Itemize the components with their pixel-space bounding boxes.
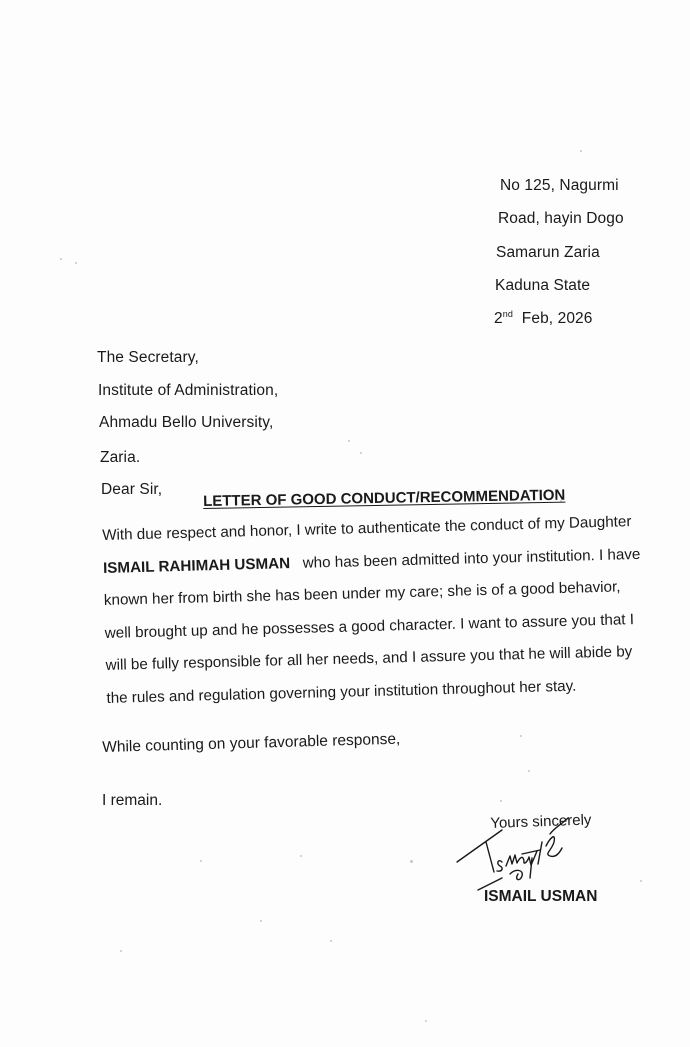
address-line-4: Kaduna State [495, 277, 591, 294]
signature-block [470, 810, 650, 910]
recipient-line-1: The Secretary, [97, 349, 199, 366]
signature-stroke-8 [538, 842, 542, 864]
remain-line: I remain. [102, 792, 163, 809]
date-rest: Feb, 2026 [521, 310, 593, 327]
body-line-1: With due respect and honor, I write to authenticate the conduct of my Daughter [102, 513, 632, 544]
recipient-line-2: Institute of Administration, [98, 382, 279, 399]
letter-body [102, 513, 647, 722]
valediction: Yours sincerely [490, 811, 592, 832]
address-line-2: Road, hayin Dogo [498, 210, 624, 227]
signature-stroke-9 [546, 837, 562, 857]
date-suffix: nd [502, 308, 513, 319]
body-line-2-rest: who has been admitted into your institution. I have [302, 545, 641, 572]
salutation: Dear Sir, [101, 481, 163, 498]
address-line-1: No 125, Nagurmi [500, 177, 619, 194]
body-line-5: will be fully responsible for all her needs, and I assure you that he will abide by [105, 643, 633, 674]
recipient-line-3: Ahmadu Bello University, [99, 414, 274, 431]
date-day: 2 [494, 310, 503, 327]
address-line-3: Samarun Zaria [496, 244, 600, 261]
body-line-6: the rules and regulation governing your institution throughout her stay. [106, 677, 577, 707]
signature-stroke-1 [457, 830, 502, 862]
letter-date [494, 308, 593, 327]
signature-stroke-10 [550, 818, 568, 834]
student-name: ISMAIL RAHIMAH USMAN [102, 554, 291, 577]
closing-line: While counting on your favorable response, [102, 730, 401, 756]
letter-title: LETTER OF GOOD CONDUCT/RECOMMENDATION [203, 486, 566, 510]
signatory-name: ISMAIL USMAN [484, 888, 598, 905]
signature-stroke-7 [510, 870, 522, 879]
recipient-line-4: Zaria. [100, 449, 141, 466]
body-line-3: known her from birth she has been under my care; she is of a good behavior, [103, 578, 621, 609]
signature-stroke-2 [486, 842, 494, 872]
body-line-4: well brought up and he possesses a good character. I want to assure you that I [104, 610, 635, 642]
signature-stroke-3 [497, 861, 502, 872]
